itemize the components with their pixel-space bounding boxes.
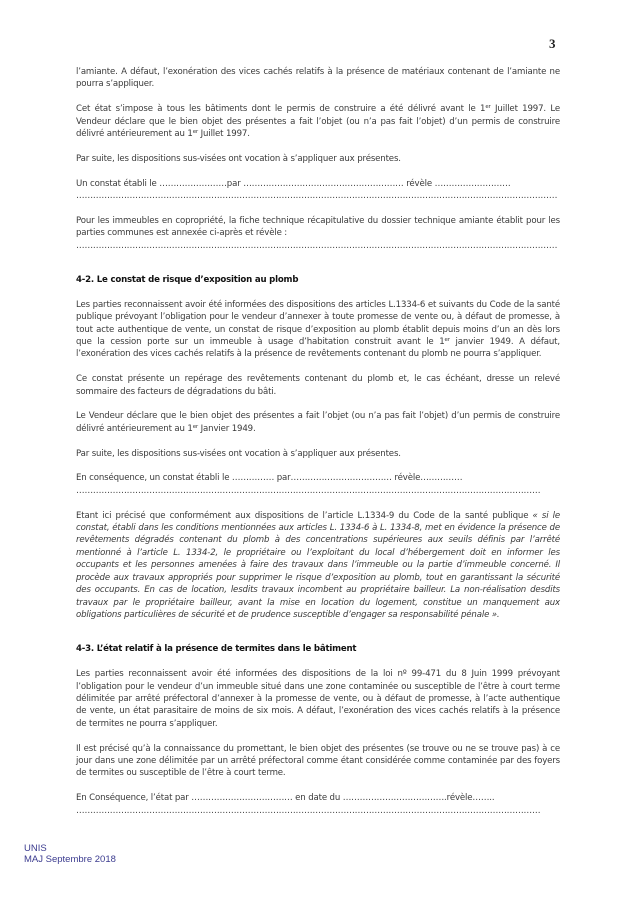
legal-citation: Etant ici précisé que conformément aux dispositions de l’article L.1334-9 du Code de la santé publique « si le constat, établi dans les conditions mentionnées aux articles L. 1334-6 à L. 1334-8, met en évidence la présence de revêtements dégradés contenant du plomb à des concentrations supérieures aux seuils définis par l’arrêté mentionné à l’article L. 1334-2, le propriétaire ou l’exploitant du local d’hébergement doit en informer les occupants et les personnes amenées à faire des travaux dans l’immeuble ou la partie d’immeuble concerné. Il procède aux travaux appropriés pour supprimer le risque d’exposition au plomb, tout en garantissant la sécurité des occupants. En cas de location, lesdits travaux incombent au propriétaire bailleur. La non-réalisation desdits travaux par le propriétaire bailleur, avant la mise en location du logement, constitue un manquement aux obligations particulières de sécurité et de prudence susceptible d’engager sa responsabilité pénale ». (76, 510, 560, 620)
footer-updated: MAJ Septembre 2018 (24, 854, 116, 865)
section-termites (76, 643, 560, 817)
section-heading: 4-2. Le constat de risque d’exposition au plomb (76, 275, 299, 286)
fill-in-line: En conséquence, un constat établi le …………… par……………………………… révèle…………… (76, 473, 463, 484)
paragraph: Les parties reconnaissent avoir été informées des dispositions des articles L.1334-6 et suivants du Code de la santé publique prévoyant l’obligation pour le vendeur d’annexer à toute promesse de vente ou, à défaut de promesse, à tout acte authentique de vente, un constat de risque d’exposition au plomb établit depuis moins d’un an dès lors que la cession porte sur un immeuble à usage d’habitation construit avant le 1er janvier 1949. A défaut, l’exonération des vices cachés relatifs à la présence de revêtements contenant du plomb ne pourra s’appliquer. (76, 299, 560, 360)
section-heading: 4-3. L’état relatif à la présence de termites dans le bâtiment (76, 644, 357, 655)
fill-in-dots: ……………………………………………………………………………………………………………………………………………………… (76, 191, 558, 202)
paragraph: Ce constat présente un repérage des revêtements contenant du plomb et, le cas échéant, dresse un relevé sommaire des facteurs de dégradations du bâti. (76, 374, 560, 397)
quoted-article: « si le constat, établi dans les conditions mentionnées aux articles L. 1334-6 à L. 1334-8, met en évidence la présence de revêtements dégradés contenant du plomb à des concentrations supérieures aux seuils définis par l’arrêté mentionné à l’article L. 1334-2, le propriétaire ou l’exploitant du local d’hébergement doit en informer les occupants et les personnes amenées à faire des travaux dans l’immeuble ou la partie d’immeuble concerné. Il procède aux travaux appropriés pour supprimer le risque d’exposition au plomb, tout en garantissant la sécurité des occupants. En cas de location, lesdits travaux incombent au propriétaire bailleur. La non-réalisation desdits travaux par le propriétaire bailleur, avant la mise en location du logement, constitue un manquement aux obligations particulières de sécurité et de prudence susceptible d’engager sa responsabilité pénale ». (76, 510, 560, 620)
paragraph: Par suite, les dispositions sus-visées ont vocation à s’appliquer aux présentes. (76, 448, 401, 459)
footer (24, 843, 116, 865)
fill-in-dots: ………………………………………………………………………………………………………………………………………………… (76, 805, 541, 816)
paragraph: Par suite, les dispositions sus-visées ont vocation à s’appliquer aux présentes. (76, 153, 401, 164)
constat-line: Un constat établi le ……………………par ………………………………………………… révèle ……………………… (76, 178, 511, 189)
section-plomb (76, 274, 560, 621)
paragraph: Le Vendeur déclare que le bien objet des présentes a fait l’objet (ou n’a pas fait l’objet) d’un permis de construire délivré antérieurement au 1er Janvier 1949. (76, 411, 560, 434)
paragraph: Les parties reconnaissent avoir été informées des dispositions de la loi nº 99-471 du 8 Juin 1999 prévoyant l’obligation pour le vendeur d’un immeuble situé dans une zone contaminée ou susceptible de l’être à court terme délimitée par arrêté préfectoral d’annexer à la promesse de vente, ou à défaut de promesse, à l’acte authentique de vente, un état parasitaire de moins de six mois. A défaut, l’exonération des vices cachés relatifs à la présence de termites ne pourra s’appliquer. (76, 669, 560, 729)
fill-in-line: En Conséquence, l’état par ……………………………… en date du ……………………………….révèle…….. (76, 793, 495, 804)
section-amiante (76, 66, 560, 252)
document-body (76, 66, 560, 829)
fill-in-dots: ………………………………………………………………………………………………………………………………………………… (76, 485, 541, 496)
footer-org: UNIS (24, 843, 47, 854)
paragraph: l’amiante. A défaut, l’exonération des vices cachés relatifs à la présence de matériaux contenant de l’amiante ne pourra s’appliquer. (76, 67, 560, 90)
paragraph: Il est précisé qu’à la connaissance du promettant, le bien objet des présentes (se trouve ou ne se trouve pas) à ce jour dans une zone délimitée par un arrêté préfectoral comme étant considérée comme contaminée par des foyers de termites ou susceptible de l’être à court terme. (76, 743, 560, 779)
fill-in-line (76, 178, 560, 190)
page-number: 3 (549, 36, 556, 51)
paragraph: Cet état s’impose à tous les bâtiments dont le permis de construire a été délivré avant le 1er Juillet 1997. Le Vendeur déclare que le bien objet des présentes a fait l’objet (ou n’a pas fait l’objet) d’un permis de construire délivré antérieurement au 1er Juillet 1997. (76, 104, 560, 140)
fill-in-dots: ……………………………………………………………………………………………………………………………………………………… (76, 240, 558, 251)
paragraph: Pour les immeubles en copropriété, la fiche technique récapitulative du dossier technique amiante établit pour les parties communes est annexée ci-après et révèle : (76, 215, 560, 239)
